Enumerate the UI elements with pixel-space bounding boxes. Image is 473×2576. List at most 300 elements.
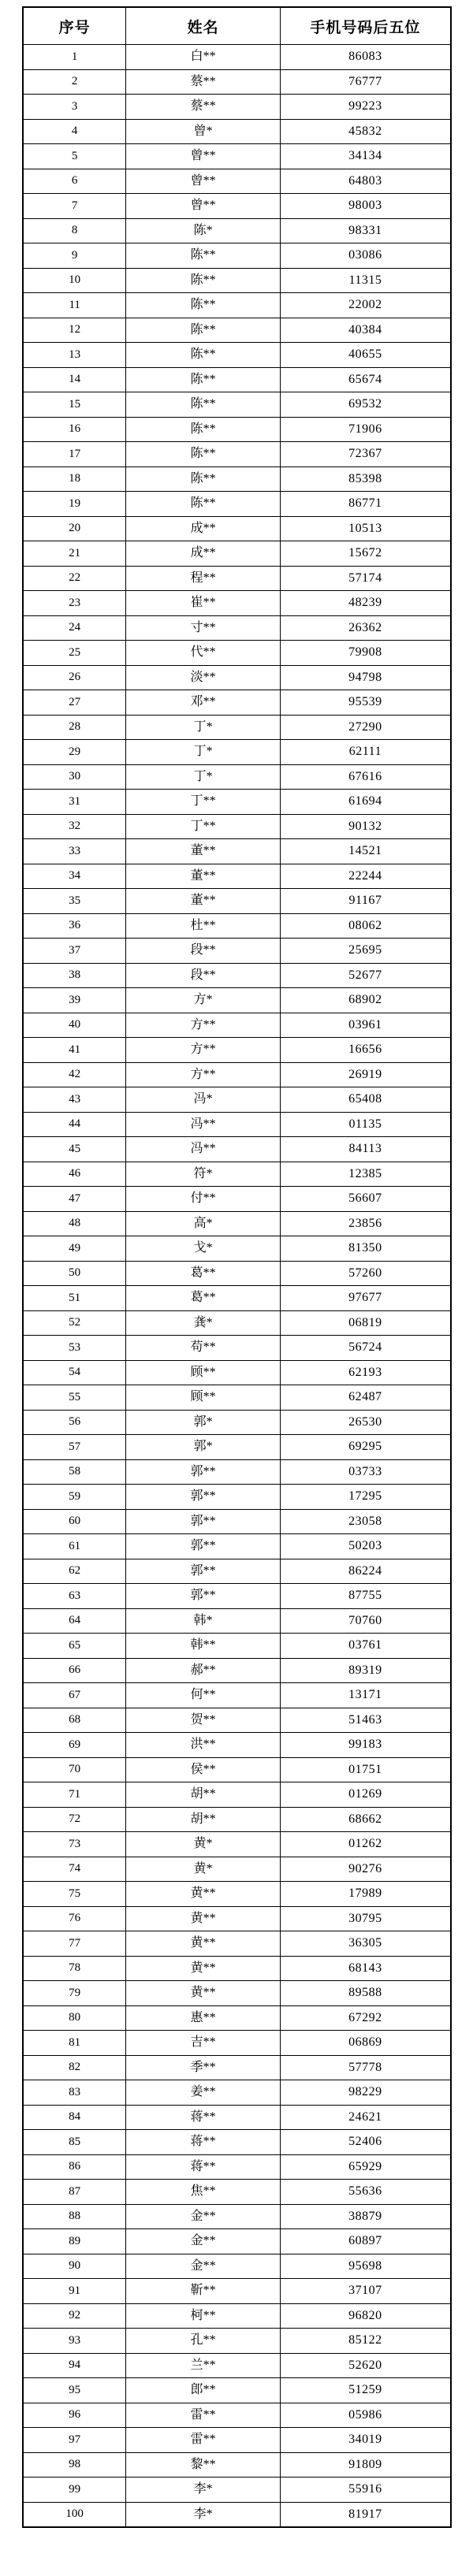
row-phone: 99183	[280, 1733, 451, 1758]
table-body	[23, 45, 451, 2528]
row-name: 郭**	[126, 1584, 280, 1609]
row-phone: 48239	[280, 591, 451, 616]
row-index: 42	[23, 1062, 126, 1087]
row-phone: 17295	[280, 1485, 451, 1510]
row-phone: 26530	[280, 1410, 451, 1435]
row-index: 96	[23, 2403, 126, 2428]
row-index: 19	[23, 492, 126, 517]
row-index: 14	[23, 367, 126, 392]
table-row	[23, 1733, 451, 1758]
row-phone: 15672	[280, 541, 451, 567]
row-phone: 89588	[280, 1981, 451, 2006]
row-name: 丁**	[126, 814, 280, 839]
row-phone: 65929	[280, 2154, 451, 2180]
header-cell-phone: 手机号码后五位	[280, 7, 451, 45]
row-index: 77	[23, 1931, 126, 1957]
table-row	[23, 566, 451, 591]
table-header	[23, 7, 451, 45]
row-phone: 86224	[280, 1559, 451, 1584]
row-name: 黄*	[126, 1857, 280, 1882]
row-index: 26	[23, 665, 126, 690]
table-row	[23, 343, 451, 368]
row-name: 韩*	[126, 1608, 280, 1634]
row-name: 何**	[126, 1683, 280, 1708]
table-row	[23, 2403, 451, 2428]
row-index: 91	[23, 2279, 126, 2304]
row-phone: 30795	[280, 1906, 451, 1931]
row-index: 43	[23, 1087, 126, 1113]
row-index: 1	[23, 45, 126, 70]
row-name: 丁**	[126, 790, 280, 815]
row-name: 姜**	[126, 2080, 280, 2106]
row-phone: 61694	[280, 790, 451, 815]
row-name: 蒋**	[126, 2130, 280, 2155]
row-name: 葛**	[126, 1286, 280, 1311]
table-row	[23, 1459, 451, 1485]
row-name: 陈**	[126, 467, 280, 492]
row-index: 89	[23, 2229, 126, 2254]
row-name: 段**	[126, 963, 280, 988]
row-phone: 23856	[280, 1211, 451, 1236]
row-name: 黄**	[126, 1931, 280, 1957]
table-row	[23, 1261, 451, 1286]
table-row	[23, 988, 451, 1013]
row-phone: 40655	[280, 343, 451, 368]
table-row	[23, 2154, 451, 2180]
row-phone: 51259	[280, 2378, 451, 2403]
row-index: 33	[23, 839, 126, 864]
row-index: 90	[23, 2254, 126, 2279]
table-row	[23, 1634, 451, 1659]
row-phone: 99223	[280, 95, 451, 120]
table-row	[23, 1286, 451, 1311]
row-name: 蒋**	[126, 2105, 280, 2130]
row-name: 苟**	[126, 1336, 280, 1361]
table-row	[23, 1584, 451, 1609]
table-row	[23, 2254, 451, 2279]
table-row	[23, 2005, 451, 2031]
table-row	[23, 1187, 451, 1212]
row-phone: 08062	[280, 913, 451, 939]
row-name: 李*	[126, 2477, 280, 2503]
table-row	[23, 1112, 451, 1137]
row-index: 39	[23, 988, 126, 1013]
row-phone: 84113	[280, 1137, 451, 1162]
table-row	[23, 1757, 451, 1782]
table-row	[23, 665, 451, 690]
row-name: 顾**	[126, 1385, 280, 1411]
row-index: 59	[23, 1485, 126, 1510]
row-phone: 91809	[280, 2452, 451, 2477]
row-phone: 64803	[280, 169, 451, 194]
row-index: 20	[23, 516, 126, 541]
row-name: 董**	[126, 889, 280, 914]
row-index: 65	[23, 1634, 126, 1659]
row-phone: 94798	[280, 665, 451, 690]
row-phone: 25695	[280, 939, 451, 964]
row-phone: 90276	[280, 1857, 451, 1882]
row-name: 胡**	[126, 1782, 280, 1808]
table-row	[23, 2204, 451, 2229]
row-name: 冯*	[126, 1087, 280, 1113]
table-row	[23, 690, 451, 716]
row-index: 21	[23, 541, 126, 567]
row-index: 2	[23, 69, 126, 95]
name-phone-table	[22, 6, 452, 2528]
row-index: 51	[23, 1286, 126, 1311]
table-row	[23, 764, 451, 790]
row-phone: 72367	[280, 442, 451, 467]
row-phone: 40384	[280, 318, 451, 343]
row-name: 高*	[126, 1211, 280, 1236]
table-row	[23, 839, 451, 864]
row-phone: 95539	[280, 690, 451, 716]
row-index: 79	[23, 1981, 126, 2006]
row-phone: 22244	[280, 864, 451, 889]
table-row	[23, 95, 451, 120]
row-index: 52	[23, 1310, 126, 1336]
table-row	[23, 2502, 451, 2527]
row-name: 郭*	[126, 1410, 280, 1435]
table-row	[23, 69, 451, 95]
row-name: 陈**	[126, 442, 280, 467]
row-name: 黄**	[126, 1882, 280, 1907]
row-phone: 76777	[280, 69, 451, 95]
row-phone: 62111	[280, 740, 451, 765]
table-row	[23, 1931, 451, 1957]
table-row	[23, 1906, 451, 1931]
row-index: 69	[23, 1733, 126, 1758]
table-row	[23, 1485, 451, 1510]
row-name: 黄**	[126, 1981, 280, 2006]
row-name: 顾**	[126, 1360, 280, 1385]
table-row	[23, 1236, 451, 1262]
row-name: 葛**	[126, 1261, 280, 1286]
row-name: 雷**	[126, 2403, 280, 2428]
row-index: 68	[23, 1708, 126, 1733]
row-index: 72	[23, 1807, 126, 1832]
row-index: 24	[23, 615, 126, 641]
row-name: 陈**	[126, 417, 280, 442]
row-index: 78	[23, 1956, 126, 1981]
row-phone: 97677	[280, 1286, 451, 1311]
table-row	[23, 814, 451, 839]
row-name: 丁*	[126, 740, 280, 765]
row-phone: 36305	[280, 1931, 451, 1957]
row-index: 94	[23, 2353, 126, 2378]
table-row	[23, 492, 451, 517]
row-phone: 14521	[280, 839, 451, 864]
row-name: 金**	[126, 2229, 280, 2254]
row-name: 洪**	[126, 1733, 280, 1758]
row-phone: 98229	[280, 2080, 451, 2106]
row-phone: 52677	[280, 963, 451, 988]
table-row	[23, 243, 451, 269]
row-phone: 27290	[280, 715, 451, 740]
row-phone: 89319	[280, 1658, 451, 1683]
row-index: 54	[23, 1360, 126, 1385]
row-index: 7	[23, 194, 126, 219]
row-name: 蔡**	[126, 95, 280, 120]
row-phone: 06819	[280, 1310, 451, 1336]
row-phone: 52406	[280, 2130, 451, 2155]
row-phone: 23058	[280, 1509, 451, 1534]
table-row	[23, 2229, 451, 2254]
row-name: 蒋**	[126, 2154, 280, 2180]
table-row	[23, 1559, 451, 1584]
row-name: 曾**	[126, 194, 280, 219]
row-name: 陈**	[126, 318, 280, 343]
table-row	[23, 218, 451, 243]
header-row	[23, 7, 451, 45]
row-index: 10	[23, 268, 126, 293]
row-phone: 69295	[280, 1435, 451, 1460]
row-index: 53	[23, 1336, 126, 1361]
table-row	[23, 45, 451, 70]
table-row	[23, 591, 451, 616]
row-phone: 55916	[280, 2477, 451, 2503]
table-row	[23, 1658, 451, 1683]
row-phone: 34019	[280, 2428, 451, 2453]
row-index: 6	[23, 169, 126, 194]
row-name: 胡**	[126, 1807, 280, 1832]
row-index: 61	[23, 1534, 126, 1559]
row-phone: 65674	[280, 367, 451, 392]
row-index: 5	[23, 144, 126, 169]
row-phone: 71906	[280, 417, 451, 442]
table-row	[23, 1062, 451, 1087]
row-index: 34	[23, 864, 126, 889]
row-phone: 57778	[280, 2055, 451, 2080]
row-index: 25	[23, 641, 126, 666]
table-row	[23, 194, 451, 219]
row-phone: 10513	[280, 516, 451, 541]
row-index: 45	[23, 1137, 126, 1162]
row-name: 丁*	[126, 764, 280, 790]
row-index: 15	[23, 392, 126, 418]
row-name: 黎**	[126, 2452, 280, 2477]
row-name: 郭**	[126, 1509, 280, 1534]
row-name: 方**	[126, 1062, 280, 1087]
row-phone: 96820	[280, 2303, 451, 2329]
table-row	[23, 2105, 451, 2130]
row-name: 董**	[126, 839, 280, 864]
table-row	[23, 2452, 451, 2477]
row-phone: 13171	[280, 1683, 451, 1708]
row-phone: 68143	[280, 1956, 451, 1981]
row-index: 35	[23, 889, 126, 914]
row-name: 陈**	[126, 492, 280, 517]
row-name: 季**	[126, 2055, 280, 2080]
table-row	[23, 541, 451, 567]
row-index: 36	[23, 913, 126, 939]
row-index: 29	[23, 740, 126, 765]
row-phone: 11315	[280, 268, 451, 293]
row-name: 李*	[126, 2502, 280, 2527]
table-row	[23, 1211, 451, 1236]
row-index: 23	[23, 591, 126, 616]
row-phone: 69532	[280, 392, 451, 418]
table-row	[23, 715, 451, 740]
row-index: 66	[23, 1658, 126, 1683]
row-name: 金**	[126, 2204, 280, 2229]
row-phone: 87755	[280, 1584, 451, 1609]
row-phone: 81917	[280, 2502, 451, 2527]
row-phone: 06869	[280, 2031, 451, 2056]
row-phone: 24621	[280, 2105, 451, 2130]
row-name: 郭**	[126, 1559, 280, 1584]
table-row	[23, 1782, 451, 1808]
row-index: 17	[23, 442, 126, 467]
table-row	[23, 144, 451, 169]
row-phone: 65408	[280, 1087, 451, 1113]
row-name: 焦**	[126, 2180, 280, 2205]
row-phone: 81350	[280, 1236, 451, 1262]
row-phone: 85122	[280, 2329, 451, 2354]
row-name: 符*	[126, 1162, 280, 1187]
row-phone: 98003	[280, 194, 451, 219]
row-index: 80	[23, 2005, 126, 2031]
table-row	[23, 119, 451, 144]
row-phone: 12385	[280, 1162, 451, 1187]
row-index: 67	[23, 1683, 126, 1708]
table-row	[23, 293, 451, 318]
table-row	[23, 2353, 451, 2378]
row-name: 陈**	[126, 243, 280, 269]
table-row	[23, 2303, 451, 2329]
row-index: 57	[23, 1435, 126, 1460]
table-row	[23, 169, 451, 194]
row-index: 49	[23, 1236, 126, 1262]
row-name: 崔**	[126, 591, 280, 616]
row-name: 曾**	[126, 144, 280, 169]
row-phone: 90132	[280, 814, 451, 839]
row-name: 陈**	[126, 293, 280, 318]
row-phone: 95698	[280, 2254, 451, 2279]
table-row	[23, 1137, 451, 1162]
table-row	[23, 939, 451, 964]
row-phone: 01262	[280, 1832, 451, 1857]
row-phone: 91167	[280, 889, 451, 914]
row-name: 蔡**	[126, 69, 280, 95]
row-index: 56	[23, 1410, 126, 1435]
row-phone: 34134	[280, 144, 451, 169]
row-phone: 03086	[280, 243, 451, 269]
row-name: 方**	[126, 1038, 280, 1063]
header-cell-index: 序号	[23, 7, 126, 45]
table-row	[23, 2378, 451, 2403]
row-name: 龚*	[126, 1310, 280, 1336]
row-index: 71	[23, 1782, 126, 1808]
row-index: 85	[23, 2130, 126, 2155]
row-phone: 03961	[280, 1013, 451, 1038]
row-phone: 26362	[280, 615, 451, 641]
table-row	[23, 1608, 451, 1634]
row-name: 程**	[126, 566, 280, 591]
row-index: 3	[23, 95, 126, 120]
table-row	[23, 1038, 451, 1063]
table-row	[23, 864, 451, 889]
row-name: 白**	[126, 45, 280, 70]
row-index: 4	[23, 119, 126, 144]
table-row	[23, 2080, 451, 2106]
row-name: 曾*	[126, 119, 280, 144]
row-name: 黄**	[126, 1956, 280, 1981]
row-name: 曾**	[126, 169, 280, 194]
table-row	[23, 1013, 451, 1038]
table-row	[23, 2428, 451, 2453]
row-name: 韩**	[126, 1634, 280, 1659]
row-name: 丁*	[126, 715, 280, 740]
row-phone: 05986	[280, 2403, 451, 2428]
row-index: 22	[23, 566, 126, 591]
row-name: 郭**	[126, 1485, 280, 1510]
row-phone: 68902	[280, 988, 451, 1013]
row-name: 陈**	[126, 343, 280, 368]
row-name: 吉**	[126, 2031, 280, 2056]
row-name: 淡**	[126, 665, 280, 690]
header-cell-name: 姓名	[126, 7, 280, 45]
table-row	[23, 2329, 451, 2354]
row-index: 8	[23, 218, 126, 243]
row-name: 冯**	[126, 1137, 280, 1162]
row-phone: 67292	[280, 2005, 451, 2031]
row-phone: 85398	[280, 467, 451, 492]
row-name: 黄*	[126, 1832, 280, 1857]
row-index: 95	[23, 2378, 126, 2403]
row-phone: 67616	[280, 764, 451, 790]
row-name: 陈**	[126, 392, 280, 418]
table-row	[23, 2055, 451, 2080]
row-index: 60	[23, 1509, 126, 1534]
table-row	[23, 1857, 451, 1882]
row-phone: 03733	[280, 1459, 451, 1485]
table-row	[23, 1509, 451, 1534]
row-name: 兰**	[126, 2353, 280, 2378]
table-row	[23, 2031, 451, 2056]
row-index: 28	[23, 715, 126, 740]
row-name: 戈*	[126, 1236, 280, 1262]
table-row	[23, 1336, 451, 1361]
row-index: 73	[23, 1832, 126, 1857]
row-phone: 37107	[280, 2279, 451, 2304]
row-phone: 57174	[280, 566, 451, 591]
table-row	[23, 1807, 451, 1832]
row-name: 金**	[126, 2254, 280, 2279]
row-phone: 01751	[280, 1757, 451, 1782]
row-name: 成**	[126, 541, 280, 567]
table-row	[23, 392, 451, 418]
row-phone: 26919	[280, 1062, 451, 1087]
row-index: 58	[23, 1459, 126, 1485]
row-index: 92	[23, 2303, 126, 2329]
row-index: 70	[23, 1757, 126, 1782]
row-name: 郎**	[126, 2378, 280, 2403]
row-index: 30	[23, 764, 126, 790]
row-name: 段**	[126, 939, 280, 964]
row-index: 84	[23, 2105, 126, 2130]
row-name: 方*	[126, 988, 280, 1013]
table-row	[23, 790, 451, 815]
table-row	[23, 1360, 451, 1385]
row-index: 86	[23, 2154, 126, 2180]
row-phone: 03761	[280, 1634, 451, 1659]
row-phone: 55636	[280, 2180, 451, 2205]
row-name: 侯**	[126, 1757, 280, 1782]
row-phone: 22002	[280, 293, 451, 318]
row-name: 柯**	[126, 2303, 280, 2329]
row-name: 陈*	[126, 218, 280, 243]
